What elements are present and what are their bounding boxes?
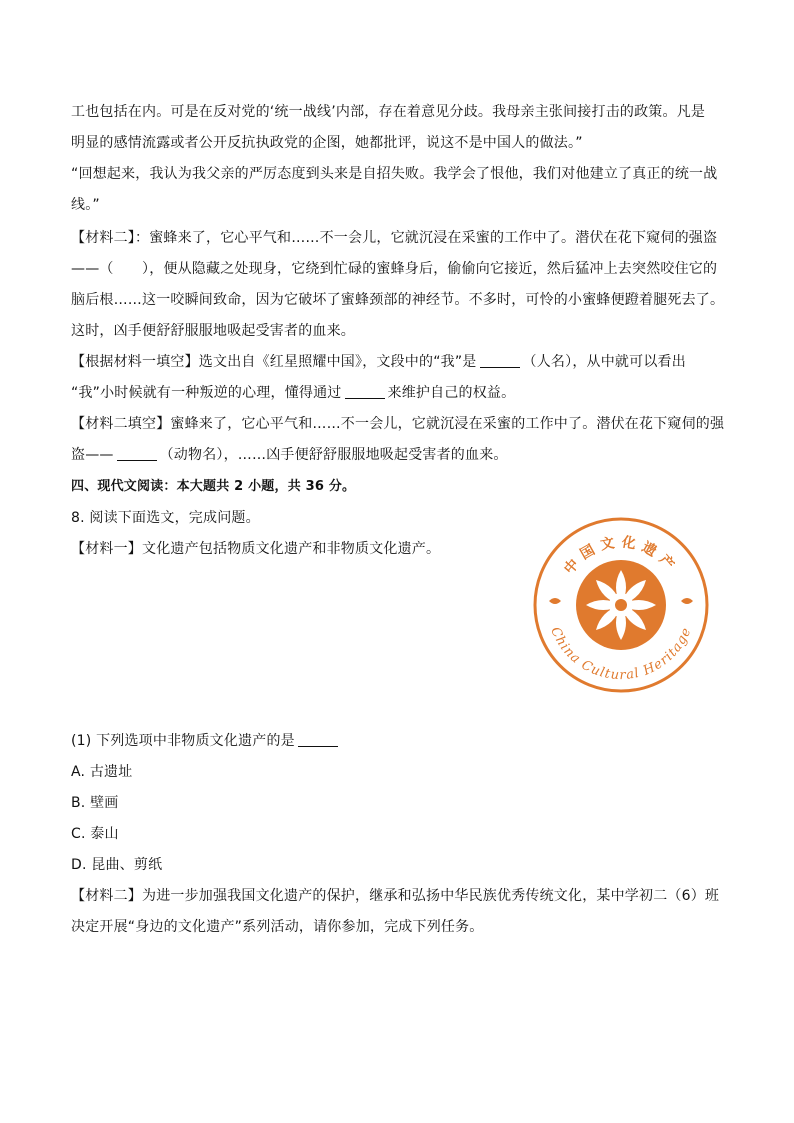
fill-blank-line	[71, 383, 731, 403]
answer-blank[interactable]	[345, 384, 385, 399]
option-a[interactable]: A. 古遗址	[71, 764, 133, 780]
answer-blank[interactable]	[117, 446, 157, 461]
answer-blank[interactable]	[298, 732, 338, 747]
fill-text: 盗——	[71, 447, 114, 463]
material-two-task: 决定开展“身边的文化遗产”系列活动，请你参加，完成下列任务。	[71, 919, 484, 935]
material-one: 【材料一】文化遗产包括物质文化遗产和非物质文化遗产。	[71, 541, 441, 557]
fill-text: （动物名），……凶手便舒舒服服地吸起受害者的血来。	[159, 447, 508, 463]
option-d[interactable]: D. 昆曲、剪纸	[71, 857, 163, 873]
question-8: 8. 阅读下面选文，完成问题。	[71, 510, 260, 526]
fill-text: （人名），从中就可以看出	[522, 354, 686, 370]
option-b[interactable]: B. 壁画	[71, 795, 119, 811]
sub-question-1	[71, 731, 731, 751]
fill-text: 来维护自己的权益。	[387, 385, 516, 401]
answer-blank[interactable]	[480, 353, 520, 368]
fill-blank-line: 【材料二填空】蜜蜂来了，它心平气和……不一会儿，它就沉浸在采蜜的工作中了。潜伏在花下窥伺的强	[71, 416, 725, 432]
china-cultural-heritage-logo	[533, 517, 709, 693]
material-two-task: 【材料二】为进一步加强我国文化遗产的保护，继承和弘扬中华民族优秀传统文化，某中学初二（6）班	[71, 888, 720, 904]
logo-chinese-text: 中国文化遗产	[561, 534, 681, 578]
question-text: (1) 下列选项中非物质文化遗产的是	[71, 733, 295, 749]
paragraph-line: “回想起来，我认为我父亲的严厉态度到头来是自招失败。我学会了恨他，我们对他建立了真正的统一战	[71, 166, 718, 182]
paragraph-line: 线。”	[71, 197, 100, 213]
logo-english-text: China Cultural Heritage	[547, 624, 695, 684]
material-two-line: 脑后根……这一咬瞬间致命，因为它破坏了蜜蜂颈部的神经节。不多时，可怜的小蜜蜂便蹬着腿死去了。	[71, 292, 725, 308]
fill-blank-line	[71, 445, 731, 465]
material-two-line: ——（ ），便从隐藏之处现身，它绕到忙碌的蜜蜂身后，偷偷向它接近，然后猛冲上去突然咬住它的	[71, 261, 718, 277]
paragraph-line: 明显的感情流露或者公开反抗执政党的企图，她都批评，说这不是中国人的做法。”	[71, 135, 583, 151]
material-two-line: 这时，凶手便舒舒服服地吸起受害者的血来。	[71, 323, 355, 339]
option-c[interactable]: C. 泰山	[71, 826, 119, 842]
fill-blank-line	[71, 352, 731, 372]
material-two-line: 【材料二】：蜜蜂来了，它心平气和……不一会儿，它就沉浸在采蜜的工作中了。潜伏在花下窥伺的强盗	[71, 230, 718, 246]
fill-text: 【根据材料一填空】选文出自《红星照耀中国》，文段中的“我”是	[71, 354, 477, 370]
section-heading: 四、现代文阅读：本大题共 2 小题，共 36 分。	[71, 479, 356, 494]
paragraph-line: 工也包括在内。可是在反对党的‘统一战线’内部，存在着意见分歧。我母亲主张间接打击的政策。凡是	[71, 104, 706, 120]
fill-text: “我”小时候就有一种叛逆的心理，懂得通过	[71, 385, 342, 401]
